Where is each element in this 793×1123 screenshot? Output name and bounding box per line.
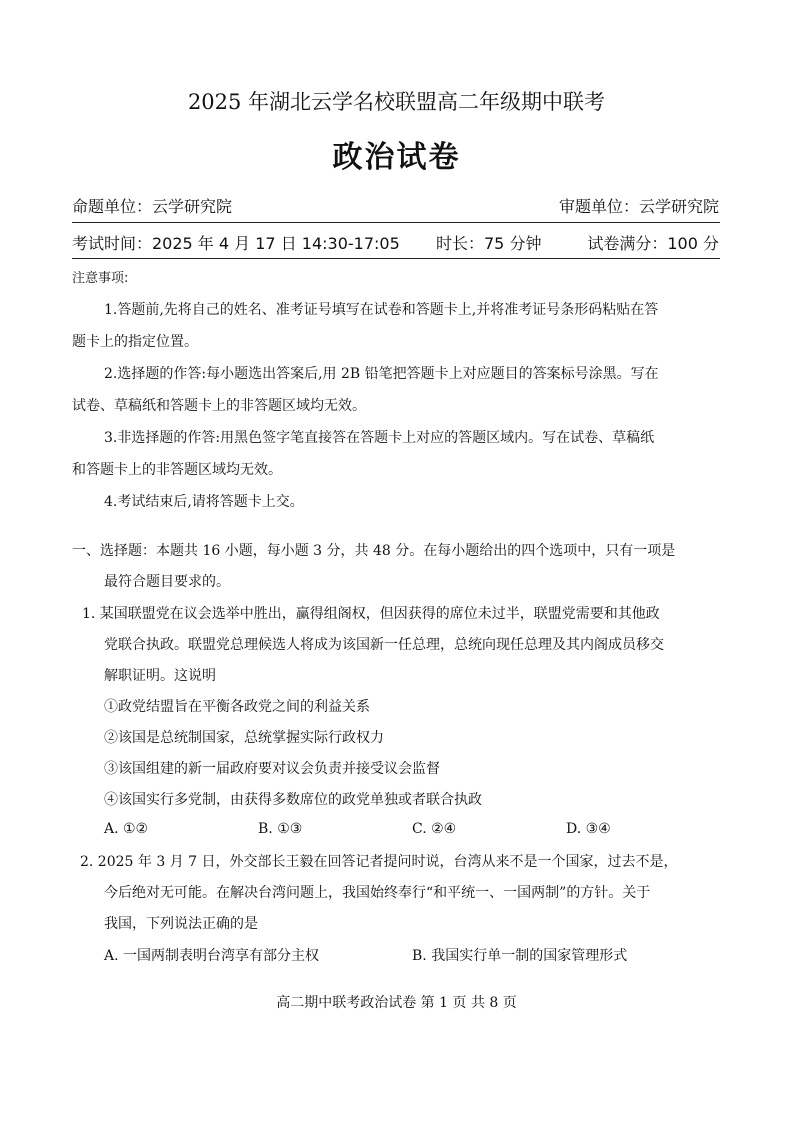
q1-statement-4: ④该国实行多党制，由获得多数席位的政党单独或者联合执政 bbox=[104, 792, 482, 808]
q1-statement-1: ①政党结盟旨在平衡各政党之间的利益关系 bbox=[104, 699, 370, 715]
notice-item-3b: 和答题卡上的非答题区域均无效。 bbox=[72, 462, 282, 478]
notice-item-3a: 3.非选择题的作答:用黑色签字笔直接答在答题卡上对应的答题区域内。写在试卷、草稿纸 bbox=[104, 430, 655, 446]
q2-option-a: A. 一国两制表明台湾享有部分主权 bbox=[104, 948, 320, 964]
q1-option-c: C. ②④ bbox=[412, 821, 457, 837]
notice-item-2b: 试卷、草稿纸和答题卡上的非答题区域均无效。 bbox=[72, 398, 366, 414]
section-heading: 一、选择题：本题共 16 小题，每小题 3 分，共 48 分。在每小题给出的四个选项中，只有一项是 bbox=[72, 543, 676, 559]
setter-unit: 命题单位：云学研究院 bbox=[72, 197, 233, 216]
q1-option-b: B. ①③ bbox=[258, 821, 303, 837]
q1-statement-3: ③该国组建的新一届政府要对议会负责并接受议会监督 bbox=[104, 761, 440, 777]
q2-stem-line-3: 我国，下列说法正确的是 bbox=[104, 916, 258, 932]
exam-time: 考试时间：2025 年 4 月 17 日 14:30-17:05 bbox=[72, 234, 400, 253]
q1-stem-line-2: 党联合执政。联盟党总理候选人将成为该国新一任总理，总统向现任总理及其内阁成员移交 bbox=[104, 637, 664, 653]
q2-stem-line-2: 今后绝对无可能。在解决台湾问题上，我国始终奉行“和平统一、一国两制”的方针。关于 bbox=[104, 885, 651, 901]
notice-heading: 注意事项: bbox=[72, 271, 129, 286]
notice-item-4: 4.考试结束后,请将答题卡上交。 bbox=[104, 494, 304, 510]
section-heading-cont: 最符合题目要求的。 bbox=[104, 574, 230, 590]
header-rule-top bbox=[72, 222, 720, 223]
q1-stem-line-1: 1. 某国联盟党在议会选举中胜出，赢得组阁权，但因获得的席位未过半，联盟党需要和其他政 bbox=[82, 606, 660, 622]
exam-duration: 时长：75 分钟 bbox=[436, 234, 542, 253]
notice-item-2a: 2.选择题的作答:每小题选出答案后,用 2B 铅笔把答题卡上对应题目的答案标号涂黑。写在 bbox=[104, 366, 659, 382]
header-rule-bottom bbox=[72, 258, 720, 259]
reviewer-unit: 审题单位：云学研究院 bbox=[558, 197, 719, 216]
q1-option-a: A. ①② bbox=[104, 821, 149, 837]
q1-statement-2: ②该国是总统制国家，总统掌握实际行政权力 bbox=[104, 730, 384, 746]
q1-stem-line-3: 解职证明。这说明 bbox=[104, 668, 216, 684]
q1-option-d: D. ③④ bbox=[566, 821, 611, 837]
q2-stem-line-1: 2. 2025 年 3 月 7 日，外交部长王毅在回答记者提问时说，台湾从来不是一个国家，过去不是， bbox=[80, 854, 678, 870]
exam-title: 2025 年湖北云学名校联盟高二年级期中联考 bbox=[187, 90, 606, 114]
full-score: 试卷满分：100 分 bbox=[587, 234, 719, 253]
page-footer: 高二期中联考政治试卷 第 1 页 共 8 页 bbox=[276, 995, 517, 1011]
subject-title: 政治试卷 bbox=[332, 140, 461, 175]
notice-item-1a: 1.答题前,先将自己的姓名、准考证号填写在试卷和答题卡上,并将准考证号条形码粘贴在答 bbox=[104, 302, 659, 318]
notice-item-1b: 题卡上的指定位置。 bbox=[72, 334, 198, 350]
q2-option-b: B. 我国实行单一制的国家管理形式 bbox=[412, 948, 628, 964]
